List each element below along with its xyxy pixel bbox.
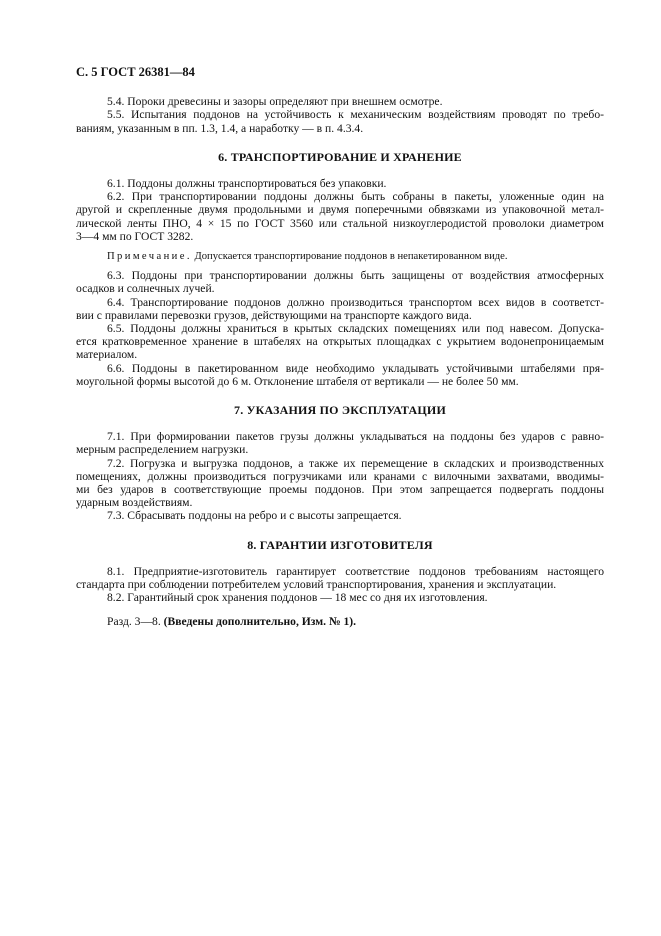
paragraph-line: материалом.	[76, 348, 138, 362]
paragraph-line: ваниям, указанным в пп. 1.3, 1.4, а наработку — в п. 4.3.4.	[76, 121, 364, 135]
paragraph-line: 7.3. Сбрасывать поддоны на ребро и с высоты запрещается.	[107, 509, 402, 523]
paragraph-line: 6.1. Поддоны должны транспортироваться без упаковки.	[107, 177, 387, 191]
paragraph	[76, 362, 604, 388]
note-label: Примечание.	[107, 251, 192, 263]
paragraph-line: 6.6. Поддоны в пакетированном виде необходимо укладывать устойчивыми штабелями пря-	[107, 361, 604, 375]
paragraph-line: ударным воздействиям.	[76, 496, 193, 510]
paragraph-line: ми без ударов в соответствующие проемы поддонов. При этом запрещается подвергать поддоны	[76, 483, 604, 497]
paragraph	[76, 457, 604, 510]
paragraph-line: лической ленты ПНО, 4 × 15 по ГОСТ 3560 или стальной низкоуглеродистой проволоки диаметром	[76, 216, 604, 230]
paragraph-line: 8.1. Предприятие-изготовитель гарантирует соответствие поддонов требованиям настоящего	[107, 564, 604, 578]
paragraph-line: 7.2. Погрузка и выгрузка поддонов, а также их перемещение в складских и производственных	[107, 456, 604, 470]
page-header: С. 5 ГОСТ 26381—84	[76, 65, 195, 79]
paragraph-line: осадков и солнечных лучей.	[76, 282, 215, 296]
paragraph	[76, 430, 604, 456]
paragraph-line: 5.4. Пороки древесины и зазоры определяют при внешнем осмотре.	[107, 95, 443, 109]
note-text: Допускается транспортирование поддонов в непакетированном виде.	[191, 251, 508, 263]
amendment-prefix: Разд. 3—8.	[107, 614, 164, 628]
paragraph	[76, 509, 604, 522]
section-heading: 7. УКАЗАНИЯ ПО ЭКСПЛУАТАЦИИ	[234, 403, 446, 418]
paragraph	[76, 322, 604, 362]
amendment-text: (Введены дополнительно, Изм. № 1).	[163, 614, 357, 628]
paragraph	[76, 95, 604, 108]
paragraph	[76, 190, 604, 243]
section-heading: 6. ТРАНСПОРТИРОВАНИЕ И ХРАНЕНИЕ	[218, 149, 462, 164]
paragraph-line: 6.4. Транспортирование поддонов должно производиться транспортом всех видов в соответст-	[107, 295, 604, 309]
document-page	[76, 66, 604, 628]
amendment-note	[76, 615, 604, 628]
paragraph	[76, 269, 604, 295]
paragraph-line: стандарта при соблюдении потребителем условий транспортирования, хранения и эксплуатации.	[76, 578, 557, 592]
paragraph	[76, 108, 604, 134]
section-heading: 8. ГАРАНТИИ ИЗГОТОВИТЕЛЯ	[247, 537, 433, 552]
paragraph-line: ется кратковременное хранение в штабелях на открытых площадках с укрытием водонепроницаемым	[76, 335, 604, 349]
paragraph-line: помещениях, должны производиться погрузчиками или кранами с вилочными захватами, вводимы-	[76, 469, 604, 483]
document-body	[76, 95, 604, 604]
paragraph-line: вии с правилами перевозки грузов, действующими на транспорте каждого вида.	[76, 308, 472, 322]
paragraph-line: 7.1. При формировании пакетов грузы должны укладываться на поддоны без ударов с равно-	[107, 430, 604, 444]
note	[76, 250, 604, 263]
paragraph-line: 6.2. При транспортировании поддоны должны быть собраны в пакеты, уложенные один на	[107, 190, 604, 204]
paragraph	[76, 591, 604, 604]
paragraph-line: 3—4 мм по ГОСТ 3282.	[76, 229, 194, 243]
paragraph	[76, 296, 604, 322]
paragraph-line: моугольной формы высотой до 6 м. Отклонение штабеля от вертикали — не более 50 мм.	[76, 374, 519, 388]
paragraph-line: мерным распределением нагрузки.	[76, 443, 249, 457]
paragraph-line: 5.5. Испытания поддонов на устойчивость к механическим воздействиям проводят по требо-	[107, 108, 604, 122]
paragraph-line: 8.2. Гарантийный срок хранения поддонов — 18 мес со дня их изготовления.	[107, 591, 488, 605]
paragraph-line: 6.5. Поддоны должны храниться в крытых складских помещениях или под навесом. Допуска-	[107, 322, 604, 336]
paragraph	[76, 565, 604, 591]
paragraph-line: другой и скрепленные двумя продольными и двумя поперечными обвязками из упаковочной метал-	[76, 203, 604, 217]
paragraph-line: 6.3. Поддоны при транспортировании должны быть защищены от воздействия атмосферных	[107, 269, 604, 283]
paragraph	[76, 177, 604, 190]
